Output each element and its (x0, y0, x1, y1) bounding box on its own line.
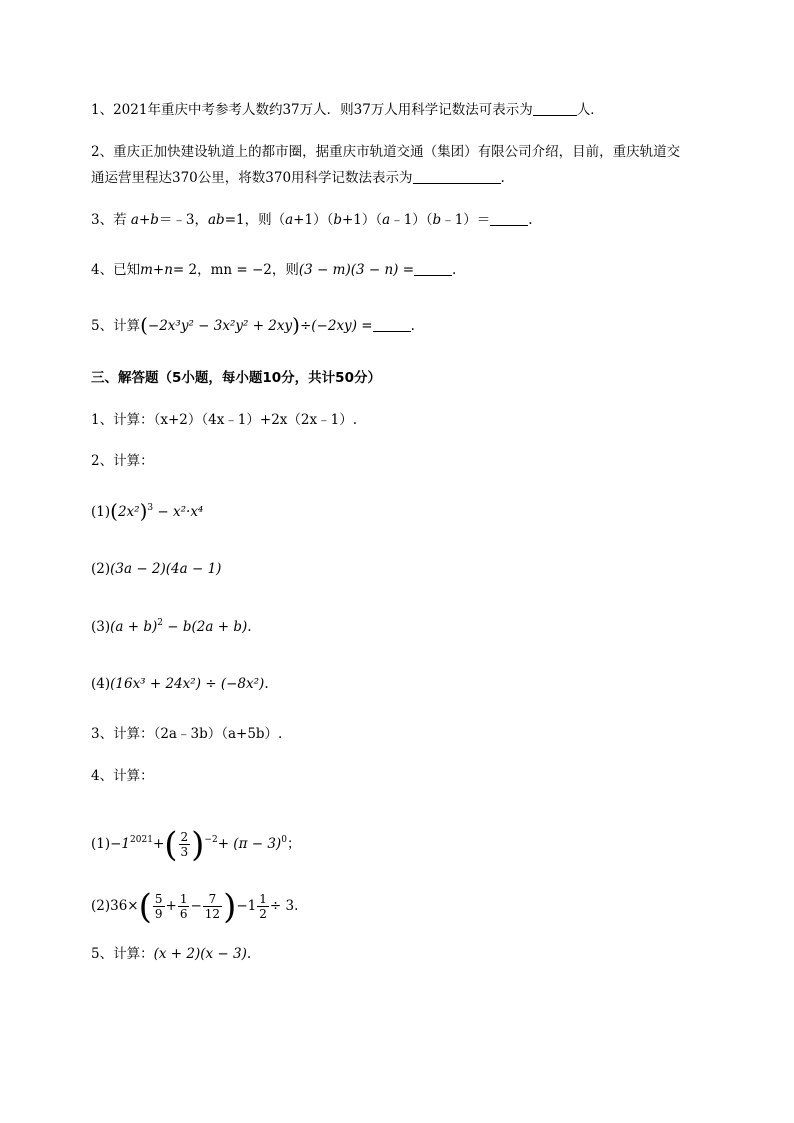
question-number: 4、 (91, 262, 114, 278)
part-label: (3) (91, 619, 111, 635)
expression: −2x³y² − 3x²y² + 2xy (147, 318, 293, 334)
exponent: −2 (204, 835, 218, 845)
fraction (179, 830, 191, 859)
numerator: 5 (154, 892, 163, 906)
numerator: 1 (259, 892, 267, 906)
part-label: (4) (91, 676, 111, 692)
question-text: 计算：（x+2）（4x﹣1）+2x（2x﹣1）. (113, 412, 357, 428)
text: 计算 (113, 318, 141, 334)
period: . (452, 262, 457, 278)
period: . (410, 318, 415, 334)
paren-close: ) (223, 887, 237, 927)
var: b (432, 212, 442, 228)
text: mn = −2，则 (210, 262, 299, 278)
text: 已知 (113, 262, 141, 278)
part-label: (1) (91, 836, 111, 852)
fraction (257, 892, 269, 921)
expression: 36× (110, 898, 139, 914)
paren-close: ) (191, 825, 205, 865)
operator: − (190, 898, 202, 914)
solve-question-5 (91, 944, 251, 964)
denominator: 2 (259, 907, 267, 921)
paren-open: ( (140, 313, 148, 337)
fill-question-1 (91, 100, 604, 120)
expression: a+b (130, 212, 159, 228)
text: ﹣1）（ (390, 212, 433, 228)
text: ＝﹣3， (158, 212, 208, 228)
numerator: 2 (180, 830, 189, 844)
answer-blank[interactable] (414, 262, 452, 276)
solve-4-part-2 (91, 887, 299, 927)
section-heading: 三、解答题（5小题，每小题10分，共计50分） (91, 370, 381, 386)
solve-question-3 (91, 724, 282, 744)
part-label: (1) (91, 504, 111, 520)
numerator: 1 (179, 892, 188, 906)
fraction (203, 892, 222, 921)
solve-question-4 (91, 766, 154, 786)
question-text-end: 人． (576, 102, 604, 118)
text: = 2， (172, 262, 211, 278)
paren-close: ) (139, 499, 148, 523)
text: ﹣1）＝ (441, 212, 491, 228)
period: . (500, 170, 505, 186)
expression: m+n (140, 262, 173, 278)
question-number: 1、 (91, 412, 114, 428)
question-number: 2、 (91, 453, 114, 469)
text: +1）（ (293, 212, 334, 228)
denominator: 9 (154, 907, 163, 921)
fraction (153, 892, 165, 921)
numerator: 7 (203, 892, 222, 907)
text: +1）（ (341, 212, 383, 228)
answer-blank[interactable] (490, 212, 528, 226)
var: a (285, 212, 294, 228)
solve-4-part-1 (91, 825, 301, 865)
exponent: 2 (157, 618, 163, 628)
expression: − x²·x⁴ (153, 504, 204, 520)
question-text: 2021年重庆中考参考人数约37万人．则37万人用科学记数法可表示为 (113, 102, 533, 118)
question-number: 3、 (91, 212, 114, 228)
operator: + (152, 836, 165, 852)
paren-open: ( (138, 887, 152, 927)
part-label: (2) (91, 561, 111, 577)
question-text: 通运营里程达370公里，将数370用科学记数法表示为 (91, 170, 413, 186)
solve-2-part-4 (91, 674, 269, 694)
denominator: 3 (180, 845, 189, 859)
expression: (x + 2)(x − 3) (153, 946, 247, 962)
question-text: 计算： (113, 453, 154, 469)
solve-question-2 (91, 451, 154, 471)
expression: ÷(−2xy) = (299, 318, 373, 334)
expression: ÷ 3 (269, 898, 295, 914)
question-text: 重庆正加快建设轨道上的都市圈，据重庆市轨道交通（集团）有限公司介绍，目前，重庆轨道交 (113, 144, 681, 160)
question-number: 5、 (91, 318, 114, 334)
fill-question-2-line-2 (91, 168, 505, 188)
period: . (246, 946, 252, 962)
expression: (16x³ + 24x²) ÷ (−8x²) (110, 676, 265, 692)
fill-question-2-line-1 (91, 142, 680, 162)
expression: −1 (236, 898, 257, 914)
paren-close: ) (292, 313, 300, 337)
denominator: 12 (204, 907, 221, 921)
var: a (382, 212, 391, 228)
operator: + (165, 898, 177, 914)
question-number: 4、 (91, 768, 114, 784)
expression: (3a − 2)(4a − 1) (110, 561, 222, 577)
expression: 2x² (117, 504, 140, 520)
paren-open: ( (164, 825, 178, 865)
fill-question-3 (91, 210, 533, 230)
expression: + (π − 3) (217, 836, 282, 852)
fraction (178, 892, 190, 921)
fill-question-4 (91, 260, 456, 280)
exponent: 3 (147, 503, 154, 513)
period: . (247, 619, 252, 635)
expression: − b(2a + b) (162, 619, 248, 635)
period: . (294, 898, 299, 914)
text: 若 (113, 212, 127, 228)
answer-blank[interactable] (373, 318, 411, 332)
denominator: 6 (179, 907, 188, 921)
expression: (a + b) (110, 619, 158, 635)
solve-2-part-2 (91, 559, 221, 579)
paren-open: ( (110, 499, 118, 523)
solve-2-part-1 (91, 499, 204, 523)
question-text: 计算： (113, 768, 154, 784)
fill-question-5 (91, 313, 415, 337)
period: . (528, 212, 533, 228)
exponent: 2021 (130, 835, 153, 845)
exponent: 0 (281, 835, 287, 845)
period: . (264, 676, 269, 692)
punctuation: ； (286, 836, 301, 852)
question-text: 计算：（2a﹣3b）（a+5b）. (113, 726, 283, 742)
question-text: 计算： (113, 946, 154, 962)
expression: (3 − m)(3 − n) = (298, 262, 415, 278)
solve-2-part-3 (91, 617, 252, 637)
var: b (333, 212, 342, 228)
expression: −1 (110, 836, 131, 852)
part-label: (2) (91, 898, 111, 914)
question-number: 2、 (91, 144, 114, 160)
solve-question-1 (91, 410, 357, 430)
question-number: 1、 (91, 102, 114, 118)
answer-blank[interactable] (533, 102, 577, 116)
question-number: 3、 (91, 726, 114, 742)
answer-blank[interactable] (413, 170, 501, 184)
text: =1，则（ (224, 212, 286, 228)
question-number: 5、 (91, 946, 114, 962)
expression: ab (208, 212, 225, 228)
